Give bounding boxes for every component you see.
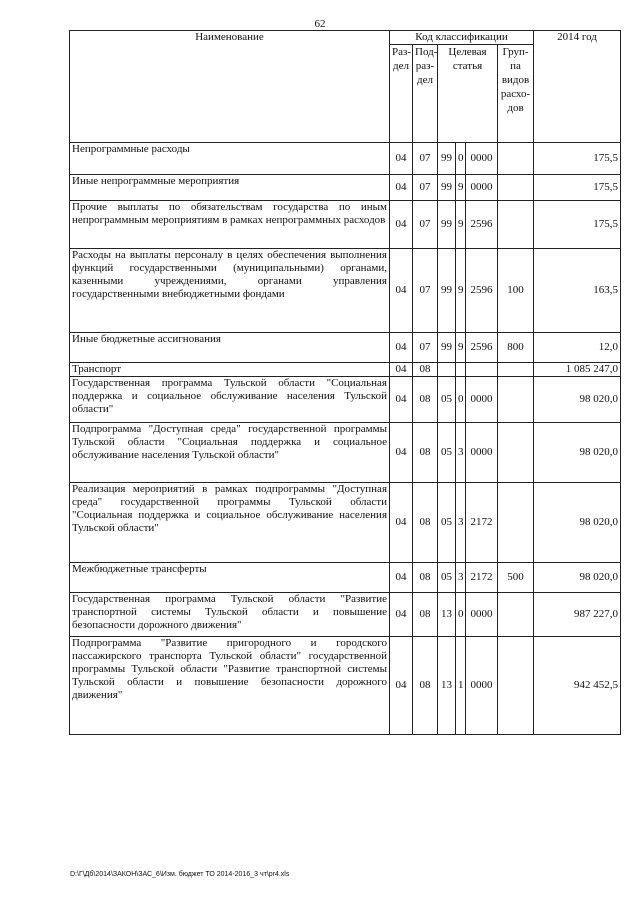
row-target-subprogram: 9 xyxy=(456,175,466,201)
row-target-direction: 0000 xyxy=(466,143,498,175)
row-amount: 942 452,5 xyxy=(534,637,621,735)
row-name: Непрограммные расходы xyxy=(70,143,390,175)
row-subsection: 07 xyxy=(413,333,438,363)
row-subsection: 08 xyxy=(413,563,438,593)
row-section: 04 xyxy=(390,175,413,201)
header-group: Груп- па видов расхо- дов xyxy=(498,45,534,143)
row-target-direction: 2596 xyxy=(466,333,498,363)
row-amount: 98 020,0 xyxy=(534,377,621,423)
row-amount: 175,5 xyxy=(534,201,621,249)
row-target-program: 13 xyxy=(438,637,456,735)
row-expense-group xyxy=(498,637,534,735)
table-row xyxy=(70,423,621,483)
row-target-direction: 0000 xyxy=(466,423,498,483)
row-target-program: 05 xyxy=(438,483,456,563)
row-name: Расходы на выплаты персоналу в целях обеспечения выполнения функций государственными (муниципальными) органами, казенными учреждениями, органами управления государственными внебюджетными фондами xyxy=(70,249,390,333)
row-amount: 98 020,0 xyxy=(534,423,621,483)
row-target-subprogram: 0 xyxy=(456,377,466,423)
row-section: 04 xyxy=(390,377,413,423)
table-row xyxy=(70,637,621,735)
table-row xyxy=(70,593,621,637)
row-subsection: 08 xyxy=(413,593,438,637)
row-target-direction: 2596 xyxy=(466,201,498,249)
row-expense-group xyxy=(498,593,534,637)
row-name: Межбюджетные трансферты xyxy=(70,563,390,593)
row-section: 04 xyxy=(390,483,413,563)
header-year: 2014 год xyxy=(534,31,621,143)
row-expense-group xyxy=(498,377,534,423)
row-name: Иные бюджетные ассигнования xyxy=(70,333,390,363)
row-section: 04 xyxy=(390,563,413,593)
table-row xyxy=(70,201,621,249)
row-section: 04 xyxy=(390,423,413,483)
row-name: Государственная программа Тульской области "Развитие транспортной системы Тульской области и повышение безопасности дорожного движения" xyxy=(70,593,390,637)
row-target-program: 13 xyxy=(438,593,456,637)
row-subsection: 08 xyxy=(413,483,438,563)
row-expense-group xyxy=(498,201,534,249)
row-subsection: 08 xyxy=(413,423,438,483)
row-name: Подпрограмма "Доступная среда" государственной программы Тульской области "Социальная поддержка и социальное обслуживание населения Тульской области" xyxy=(70,423,390,483)
header-name: Наименование xyxy=(70,31,390,143)
row-section: 04 xyxy=(390,201,413,249)
row-expense-group: 100 xyxy=(498,249,534,333)
row-target-program: 99 xyxy=(438,175,456,201)
row-section: 04 xyxy=(390,593,413,637)
row-target-direction: 2596 xyxy=(466,249,498,333)
row-section: 04 xyxy=(390,143,413,175)
table-row xyxy=(70,175,621,201)
row-expense-group xyxy=(498,423,534,483)
row-target-subprogram: 1 xyxy=(456,637,466,735)
page-number: 62 xyxy=(314,18,326,30)
row-amount: 98 020,0 xyxy=(534,563,621,593)
row-target-subprogram xyxy=(456,363,466,377)
row-subsection: 08 xyxy=(413,363,438,377)
row-expense-group: 500 xyxy=(498,563,534,593)
table-row xyxy=(70,377,621,423)
row-target-program: 99 xyxy=(438,333,456,363)
row-name: Транспорт xyxy=(70,363,390,377)
row-subsection: 08 xyxy=(413,637,438,735)
row-subsection: 07 xyxy=(413,249,438,333)
row-target-direction: 0000 xyxy=(466,377,498,423)
row-amount: 175,5 xyxy=(534,175,621,201)
row-name: Подпрограмма "Развитие пригородного и городского пассажирского транспорта Тульской области" государственной программы Тульской области "Развитие транспортной системы Тульской области и повышение безопасности дорожного движения" xyxy=(70,637,390,735)
table-row xyxy=(70,333,621,363)
header-target: Целевая статья xyxy=(438,45,498,143)
row-target-subprogram: 9 xyxy=(456,249,466,333)
header-section: Раз- дел xyxy=(390,45,413,143)
row-amount: 175,5 xyxy=(534,143,621,175)
row-target-program xyxy=(438,363,456,377)
table-row xyxy=(70,143,621,175)
header-classification: Код классификации xyxy=(390,31,534,45)
row-amount: 163,5 xyxy=(534,249,621,333)
table-row xyxy=(70,563,621,593)
row-target-program: 99 xyxy=(438,143,456,175)
row-amount: 98 020,0 xyxy=(534,483,621,563)
row-target-program: 05 xyxy=(438,423,456,483)
file-path-footer: D:\Г\Дб\2014\ЗАКОН\ЗАС_6\Изм. бюджет ТО 2014-2016_3 чт\pr4.xls xyxy=(70,871,290,878)
row-section: 04 xyxy=(390,333,413,363)
table-row xyxy=(70,483,621,563)
row-expense-group xyxy=(498,175,534,201)
table-row xyxy=(70,249,621,333)
table-row xyxy=(70,363,621,377)
row-amount: 12,0 xyxy=(534,333,621,363)
row-subsection: 07 xyxy=(413,201,438,249)
row-section: 04 xyxy=(390,249,413,333)
row-name: Государственная программа Тульской области "Социальная поддержка и социальное обслуживание населения Тульской области" xyxy=(70,377,390,423)
row-target-program: 99 xyxy=(438,201,456,249)
row-section: 04 xyxy=(390,637,413,735)
row-target-subprogram: 9 xyxy=(456,201,466,249)
row-section: 04 xyxy=(390,363,413,377)
row-target-subprogram: 0 xyxy=(456,593,466,637)
row-target-direction: 0000 xyxy=(466,637,498,735)
row-expense-group xyxy=(498,483,534,563)
row-target-subprogram: 3 xyxy=(456,483,466,563)
row-name: Реализация мероприятий в рамках подпрограммы "Доступная среда" государственной программы Тульской области "Социальная поддержка и социальное обслуживание населения Тульской области" xyxy=(70,483,390,563)
row-name: Прочие выплаты по обязательствам государства по иным непрограммным мероприятиям в рамках непрограммных расходов xyxy=(70,201,390,249)
row-target-direction: 2172 xyxy=(466,483,498,563)
row-name: Иные непрограммные мероприятия xyxy=(70,175,390,201)
row-target-subprogram: 9 xyxy=(456,333,466,363)
row-amount: 1 085 247,0 xyxy=(534,363,621,377)
row-target-program: 05 xyxy=(438,377,456,423)
row-amount: 987 227,0 xyxy=(534,593,621,637)
row-target-program: 05 xyxy=(438,563,456,593)
row-target-direction: 0000 xyxy=(466,175,498,201)
row-target-program: 99 xyxy=(438,249,456,333)
row-subsection: 08 xyxy=(413,377,438,423)
row-subsection: 07 xyxy=(413,175,438,201)
header-subsection: Под- раз- дел xyxy=(413,45,438,143)
row-target-subprogram: 3 xyxy=(456,423,466,483)
row-subsection: 07 xyxy=(413,143,438,175)
row-target-subprogram: 0 xyxy=(456,143,466,175)
row-expense-group xyxy=(498,363,534,377)
budget-table xyxy=(69,30,621,735)
row-target-subprogram: 3 xyxy=(456,563,466,593)
row-expense-group xyxy=(498,143,534,175)
row-target-direction: 2172 xyxy=(466,563,498,593)
row-target-direction xyxy=(466,363,498,377)
row-expense-group: 800 xyxy=(498,333,534,363)
row-target-direction: 0000 xyxy=(466,593,498,637)
